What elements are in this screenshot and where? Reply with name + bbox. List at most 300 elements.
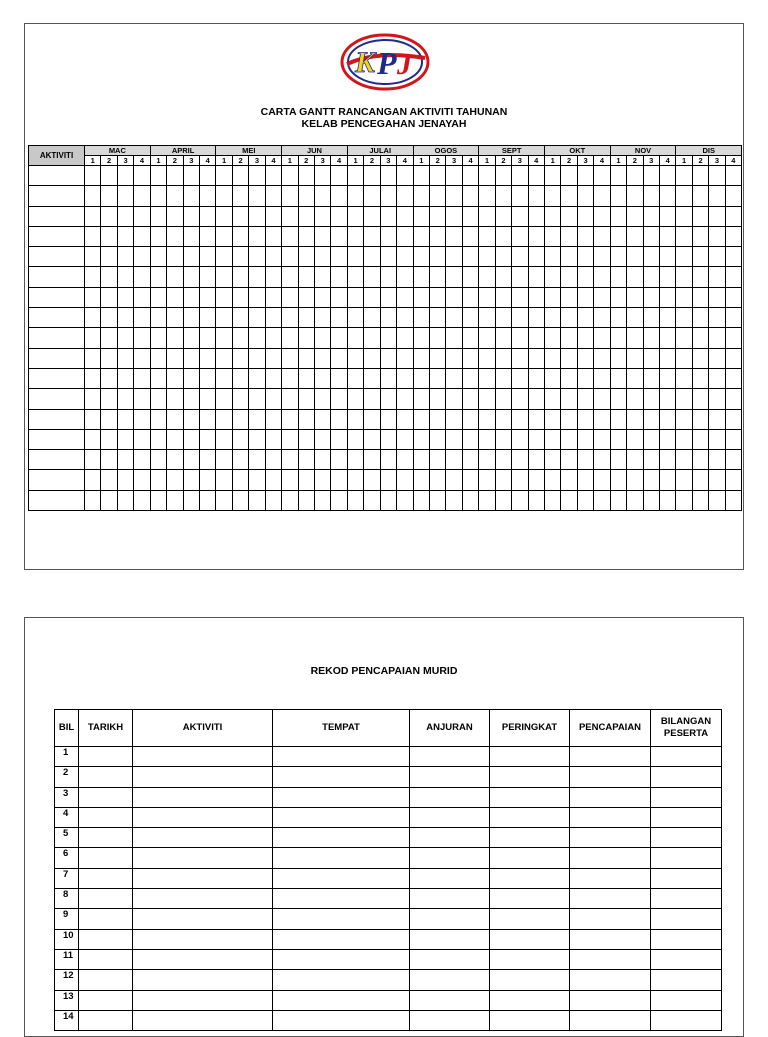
- week-cell[interactable]: [282, 287, 298, 307]
- week-cell[interactable]: [183, 186, 199, 206]
- week-cell[interactable]: [413, 470, 429, 490]
- cell-bilangan-peserta[interactable]: [651, 970, 722, 990]
- week-cell[interactable]: [150, 490, 166, 510]
- week-cell[interactable]: [725, 389, 741, 409]
- activity-cell[interactable]: [29, 186, 85, 206]
- week-cell[interactable]: [725, 450, 741, 470]
- cell-tempat[interactable]: [273, 787, 410, 807]
- week-cell[interactable]: [167, 247, 183, 267]
- week-cell[interactable]: [331, 490, 347, 510]
- week-cell[interactable]: [101, 166, 117, 186]
- cell-tarikh[interactable]: [79, 828, 133, 848]
- week-cell[interactable]: [544, 308, 560, 328]
- week-cell[interactable]: [429, 328, 445, 348]
- week-cell[interactable]: [659, 429, 675, 449]
- week-cell[interactable]: [462, 348, 478, 368]
- cell-tempat[interactable]: [273, 909, 410, 929]
- week-cell[interactable]: [249, 389, 265, 409]
- week-cell[interactable]: [134, 429, 150, 449]
- week-cell[interactable]: [659, 490, 675, 510]
- week-cell[interactable]: [413, 186, 429, 206]
- week-cell[interactable]: [167, 490, 183, 510]
- cell-aktiviti[interactable]: [133, 747, 273, 767]
- week-cell[interactable]: [627, 490, 643, 510]
- week-cell[interactable]: [249, 247, 265, 267]
- week-cell[interactable]: [446, 308, 462, 328]
- week-cell[interactable]: [364, 409, 380, 429]
- week-cell[interactable]: [101, 287, 117, 307]
- cell-bilangan-peserta[interactable]: [651, 949, 722, 969]
- week-cell[interactable]: [643, 247, 659, 267]
- week-cell[interactable]: [364, 308, 380, 328]
- week-cell[interactable]: [594, 166, 610, 186]
- week-cell[interactable]: [101, 470, 117, 490]
- week-cell[interactable]: [265, 490, 281, 510]
- week-cell[interactable]: [150, 368, 166, 388]
- week-cell[interactable]: [314, 348, 330, 368]
- week-cell[interactable]: [347, 247, 363, 267]
- week-cell[interactable]: [610, 348, 626, 368]
- week-cell[interactable]: [183, 247, 199, 267]
- week-cell[interactable]: [150, 206, 166, 226]
- week-cell[interactable]: [314, 450, 330, 470]
- week-cell[interactable]: [544, 389, 560, 409]
- week-cell[interactable]: [282, 409, 298, 429]
- week-cell[interactable]: [216, 247, 232, 267]
- week-cell[interactable]: [232, 226, 248, 246]
- cell-tarikh[interactable]: [79, 929, 133, 949]
- week-cell[interactable]: [282, 226, 298, 246]
- week-cell[interactable]: [676, 429, 692, 449]
- cell-peringkat[interactable]: [490, 807, 570, 827]
- week-cell[interactable]: [85, 267, 101, 287]
- week-cell[interactable]: [429, 470, 445, 490]
- cell-tarikh[interactable]: [79, 747, 133, 767]
- week-cell[interactable]: [282, 206, 298, 226]
- week-cell[interactable]: [380, 409, 396, 429]
- week-cell[interactable]: [397, 308, 413, 328]
- week-cell[interactable]: [314, 267, 330, 287]
- week-cell[interactable]: [479, 470, 495, 490]
- week-cell[interactable]: [725, 308, 741, 328]
- week-cell[interactable]: [594, 490, 610, 510]
- cell-aktiviti[interactable]: [133, 828, 273, 848]
- week-cell[interactable]: [512, 267, 528, 287]
- week-cell[interactable]: [347, 389, 363, 409]
- week-cell[interactable]: [117, 267, 133, 287]
- week-cell[interactable]: [380, 450, 396, 470]
- week-cell[interactable]: [725, 348, 741, 368]
- week-cell[interactable]: [314, 389, 330, 409]
- week-cell[interactable]: [397, 409, 413, 429]
- cell-anjuran[interactable]: [410, 747, 490, 767]
- cell-anjuran[interactable]: [410, 970, 490, 990]
- week-cell[interactable]: [134, 166, 150, 186]
- week-cell[interactable]: [265, 247, 281, 267]
- week-cell[interactable]: [167, 206, 183, 226]
- week-cell[interactable]: [561, 166, 577, 186]
- cell-peringkat[interactable]: [490, 949, 570, 969]
- week-cell[interactable]: [183, 348, 199, 368]
- week-cell[interactable]: [282, 450, 298, 470]
- week-cell[interactable]: [610, 166, 626, 186]
- cell-tempat[interactable]: [273, 949, 410, 969]
- cell-bilangan-peserta[interactable]: [651, 868, 722, 888]
- week-cell[interactable]: [150, 389, 166, 409]
- week-cell[interactable]: [577, 429, 593, 449]
- week-cell[interactable]: [528, 429, 544, 449]
- week-cell[interactable]: [314, 186, 330, 206]
- week-cell[interactable]: [627, 186, 643, 206]
- week-cell[interactable]: [577, 409, 593, 429]
- week-cell[interactable]: [512, 247, 528, 267]
- week-cell[interactable]: [479, 389, 495, 409]
- week-cell[interactable]: [512, 470, 528, 490]
- week-cell[interactable]: [479, 308, 495, 328]
- week-cell[interactable]: [249, 308, 265, 328]
- week-cell[interactable]: [528, 389, 544, 409]
- week-cell[interactable]: [347, 368, 363, 388]
- week-cell[interactable]: [446, 470, 462, 490]
- week-cell[interactable]: [659, 368, 675, 388]
- week-cell[interactable]: [249, 429, 265, 449]
- week-cell[interactable]: [413, 247, 429, 267]
- cell-tempat[interactable]: [273, 889, 410, 909]
- week-cell[interactable]: [134, 490, 150, 510]
- week-cell[interactable]: [495, 450, 511, 470]
- week-cell[interactable]: [183, 206, 199, 226]
- week-cell[interactable]: [101, 186, 117, 206]
- week-cell[interactable]: [298, 226, 314, 246]
- week-cell[interactable]: [150, 308, 166, 328]
- week-cell[interactable]: [446, 186, 462, 206]
- week-cell[interactable]: [659, 226, 675, 246]
- week-cell[interactable]: [183, 287, 199, 307]
- week-cell[interactable]: [199, 287, 215, 307]
- week-cell[interactable]: [397, 206, 413, 226]
- activity-cell[interactable]: [29, 287, 85, 307]
- cell-anjuran[interactable]: [410, 949, 490, 969]
- week-cell[interactable]: [725, 206, 741, 226]
- week-cell[interactable]: [561, 186, 577, 206]
- week-cell[interactable]: [199, 409, 215, 429]
- week-cell[interactable]: [216, 287, 232, 307]
- week-cell[interactable]: [627, 348, 643, 368]
- week-cell[interactable]: [413, 267, 429, 287]
- week-cell[interactable]: [85, 450, 101, 470]
- week-cell[interactable]: [446, 450, 462, 470]
- week-cell[interactable]: [512, 429, 528, 449]
- week-cell[interactable]: [199, 267, 215, 287]
- week-cell[interactable]: [610, 186, 626, 206]
- cell-tarikh[interactable]: [79, 970, 133, 990]
- week-cell[interactable]: [429, 247, 445, 267]
- week-cell[interactable]: [495, 490, 511, 510]
- week-cell[interactable]: [249, 226, 265, 246]
- week-cell[interactable]: [265, 206, 281, 226]
- week-cell[interactable]: [594, 267, 610, 287]
- week-cell[interactable]: [249, 490, 265, 510]
- week-cell[interactable]: [610, 490, 626, 510]
- week-cell[interactable]: [709, 206, 725, 226]
- week-cell[interactable]: [380, 368, 396, 388]
- week-cell[interactable]: [544, 490, 560, 510]
- cell-tempat[interactable]: [273, 767, 410, 787]
- week-cell[interactable]: [364, 470, 380, 490]
- week-cell[interactable]: [495, 348, 511, 368]
- week-cell[interactable]: [397, 470, 413, 490]
- week-cell[interactable]: [282, 490, 298, 510]
- week-cell[interactable]: [117, 308, 133, 328]
- week-cell[interactable]: [85, 287, 101, 307]
- week-cell[interactable]: [282, 328, 298, 348]
- week-cell[interactable]: [610, 206, 626, 226]
- week-cell[interactable]: [446, 226, 462, 246]
- week-cell[interactable]: [199, 206, 215, 226]
- week-cell[interactable]: [577, 348, 593, 368]
- cell-tarikh[interactable]: [79, 1010, 133, 1030]
- week-cell[interactable]: [725, 287, 741, 307]
- activity-cell[interactable]: [29, 247, 85, 267]
- week-cell[interactable]: [544, 267, 560, 287]
- week-cell[interactable]: [512, 328, 528, 348]
- week-cell[interactable]: [692, 389, 708, 409]
- activity-cell[interactable]: [29, 308, 85, 328]
- cell-peringkat[interactable]: [490, 848, 570, 868]
- week-cell[interactable]: [610, 247, 626, 267]
- week-cell[interactable]: [495, 186, 511, 206]
- week-cell[interactable]: [709, 450, 725, 470]
- week-cell[interactable]: [101, 348, 117, 368]
- week-cell[interactable]: [643, 348, 659, 368]
- cell-aktiviti[interactable]: [133, 929, 273, 949]
- week-cell[interactable]: [643, 267, 659, 287]
- week-cell[interactable]: [561, 389, 577, 409]
- week-cell[interactable]: [364, 368, 380, 388]
- cell-tempat[interactable]: [273, 970, 410, 990]
- week-cell[interactable]: [265, 226, 281, 246]
- week-cell[interactable]: [232, 470, 248, 490]
- cell-tarikh[interactable]: [79, 767, 133, 787]
- week-cell[interactable]: [167, 429, 183, 449]
- week-cell[interactable]: [594, 450, 610, 470]
- week-cell[interactable]: [429, 368, 445, 388]
- week-cell[interactable]: [347, 470, 363, 490]
- cell-pencapaian[interactable]: [570, 868, 651, 888]
- week-cell[interactable]: [331, 247, 347, 267]
- week-cell[interactable]: [462, 409, 478, 429]
- week-cell[interactable]: [347, 206, 363, 226]
- cell-aktiviti[interactable]: [133, 909, 273, 929]
- week-cell[interactable]: [643, 470, 659, 490]
- week-cell[interactable]: [265, 287, 281, 307]
- week-cell[interactable]: [594, 206, 610, 226]
- week-cell[interactable]: [150, 247, 166, 267]
- week-cell[interactable]: [331, 429, 347, 449]
- week-cell[interactable]: [232, 247, 248, 267]
- week-cell[interactable]: [364, 348, 380, 368]
- week-cell[interactable]: [561, 247, 577, 267]
- cell-pencapaian[interactable]: [570, 929, 651, 949]
- activity-cell[interactable]: [29, 450, 85, 470]
- week-cell[interactable]: [134, 247, 150, 267]
- week-cell[interactable]: [561, 267, 577, 287]
- week-cell[interactable]: [446, 409, 462, 429]
- week-cell[interactable]: [298, 389, 314, 409]
- week-cell[interactable]: [577, 368, 593, 388]
- cell-tempat[interactable]: [273, 828, 410, 848]
- week-cell[interactable]: [692, 348, 708, 368]
- week-cell[interactable]: [167, 267, 183, 287]
- week-cell[interactable]: [216, 226, 232, 246]
- week-cell[interactable]: [216, 348, 232, 368]
- week-cell[interactable]: [528, 490, 544, 510]
- week-cell[interactable]: [134, 389, 150, 409]
- week-cell[interactable]: [380, 226, 396, 246]
- week-cell[interactable]: [397, 186, 413, 206]
- week-cell[interactable]: [117, 409, 133, 429]
- week-cell[interactable]: [643, 166, 659, 186]
- week-cell[interactable]: [692, 226, 708, 246]
- week-cell[interactable]: [314, 368, 330, 388]
- week-cell[interactable]: [298, 287, 314, 307]
- week-cell[interactable]: [167, 166, 183, 186]
- week-cell[interactable]: [117, 389, 133, 409]
- week-cell[interactable]: [676, 328, 692, 348]
- week-cell[interactable]: [85, 348, 101, 368]
- week-cell[interactable]: [150, 267, 166, 287]
- week-cell[interactable]: [429, 226, 445, 246]
- week-cell[interactable]: [577, 308, 593, 328]
- week-cell[interactable]: [627, 267, 643, 287]
- week-cell[interactable]: [725, 226, 741, 246]
- week-cell[interactable]: [397, 166, 413, 186]
- week-cell[interactable]: [495, 247, 511, 267]
- week-cell[interactable]: [249, 348, 265, 368]
- cell-peringkat[interactable]: [490, 909, 570, 929]
- week-cell[interactable]: [627, 308, 643, 328]
- week-cell[interactable]: [462, 328, 478, 348]
- week-cell[interactable]: [594, 389, 610, 409]
- week-cell[interactable]: [594, 368, 610, 388]
- cell-aktiviti[interactable]: [133, 807, 273, 827]
- week-cell[interactable]: [183, 166, 199, 186]
- week-cell[interactable]: [446, 348, 462, 368]
- week-cell[interactable]: [512, 287, 528, 307]
- week-cell[interactable]: [380, 247, 396, 267]
- week-cell[interactable]: [512, 348, 528, 368]
- week-cell[interactable]: [709, 166, 725, 186]
- week-cell[interactable]: [199, 389, 215, 409]
- week-cell[interactable]: [692, 206, 708, 226]
- week-cell[interactable]: [495, 226, 511, 246]
- week-cell[interactable]: [134, 308, 150, 328]
- cell-anjuran[interactable]: [410, 848, 490, 868]
- week-cell[interactable]: [725, 490, 741, 510]
- week-cell[interactable]: [528, 368, 544, 388]
- cell-anjuran[interactable]: [410, 889, 490, 909]
- week-cell[interactable]: [85, 206, 101, 226]
- week-cell[interactable]: [216, 450, 232, 470]
- week-cell[interactable]: [101, 450, 117, 470]
- week-cell[interactable]: [232, 328, 248, 348]
- cell-peringkat[interactable]: [490, 970, 570, 990]
- week-cell[interactable]: [117, 166, 133, 186]
- week-cell[interactable]: [709, 287, 725, 307]
- week-cell[interactable]: [692, 166, 708, 186]
- week-cell[interactable]: [85, 328, 101, 348]
- week-cell[interactable]: [199, 368, 215, 388]
- week-cell[interactable]: [117, 450, 133, 470]
- week-cell[interactable]: [528, 470, 544, 490]
- week-cell[interactable]: [150, 409, 166, 429]
- week-cell[interactable]: [446, 287, 462, 307]
- week-cell[interactable]: [512, 409, 528, 429]
- week-cell[interactable]: [462, 186, 478, 206]
- cell-pencapaian[interactable]: [570, 889, 651, 909]
- cell-tempat[interactable]: [273, 848, 410, 868]
- week-cell[interactable]: [249, 206, 265, 226]
- week-cell[interactable]: [610, 389, 626, 409]
- week-cell[interactable]: [134, 206, 150, 226]
- week-cell[interactable]: [380, 389, 396, 409]
- week-cell[interactable]: [249, 328, 265, 348]
- week-cell[interactable]: [413, 450, 429, 470]
- week-cell[interactable]: [413, 206, 429, 226]
- week-cell[interactable]: [101, 206, 117, 226]
- week-cell[interactable]: [528, 267, 544, 287]
- cell-aktiviti[interactable]: [133, 787, 273, 807]
- cell-anjuran[interactable]: [410, 828, 490, 848]
- week-cell[interactable]: [709, 308, 725, 328]
- week-cell[interactable]: [216, 490, 232, 510]
- week-cell[interactable]: [249, 267, 265, 287]
- week-cell[interactable]: [709, 226, 725, 246]
- week-cell[interactable]: [331, 166, 347, 186]
- week-cell[interactable]: [314, 308, 330, 328]
- cell-bilangan-peserta[interactable]: [651, 828, 722, 848]
- week-cell[interactable]: [692, 450, 708, 470]
- week-cell[interactable]: [462, 287, 478, 307]
- week-cell[interactable]: [298, 450, 314, 470]
- week-cell[interactable]: [380, 429, 396, 449]
- week-cell[interactable]: [462, 429, 478, 449]
- week-cell[interactable]: [249, 166, 265, 186]
- week-cell[interactable]: [643, 206, 659, 226]
- week-cell[interactable]: [314, 470, 330, 490]
- week-cell[interactable]: [101, 490, 117, 510]
- week-cell[interactable]: [150, 450, 166, 470]
- week-cell[interactable]: [117, 348, 133, 368]
- week-cell[interactable]: [725, 368, 741, 388]
- week-cell[interactable]: [282, 267, 298, 287]
- week-cell[interactable]: [692, 470, 708, 490]
- week-cell[interactable]: [413, 348, 429, 368]
- week-cell[interactable]: [331, 206, 347, 226]
- week-cell[interactable]: [314, 429, 330, 449]
- week-cell[interactable]: [134, 328, 150, 348]
- week-cell[interactable]: [429, 166, 445, 186]
- week-cell[interactable]: [117, 470, 133, 490]
- week-cell[interactable]: [627, 287, 643, 307]
- week-cell[interactable]: [577, 186, 593, 206]
- week-cell[interactable]: [627, 206, 643, 226]
- week-cell[interactable]: [709, 490, 725, 510]
- week-cell[interactable]: [643, 429, 659, 449]
- week-cell[interactable]: [282, 348, 298, 368]
- week-cell[interactable]: [544, 368, 560, 388]
- week-cell[interactable]: [347, 226, 363, 246]
